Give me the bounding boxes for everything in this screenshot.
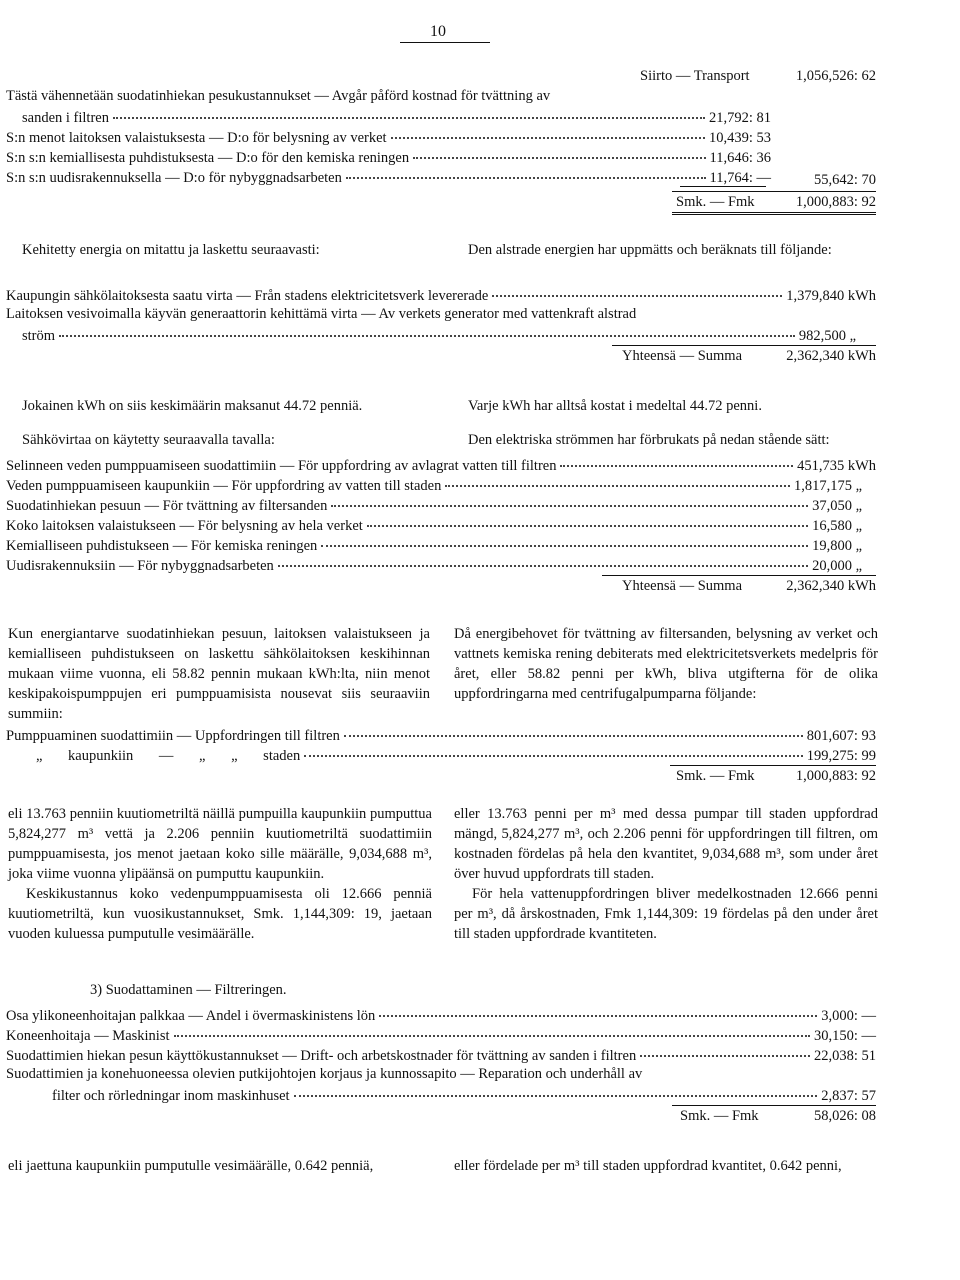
filtering-row bbox=[6, 1044, 876, 1064]
dot-leader bbox=[413, 143, 705, 159]
cost-sv-column bbox=[454, 804, 878, 944]
dot-leader bbox=[294, 1081, 818, 1097]
total-value: 1,000,883: 92 bbox=[795, 768, 876, 784]
dot-leader bbox=[344, 721, 803, 737]
pumping-row-value: 801,607: 93 bbox=[806, 728, 876, 744]
cost-paragraph-sv-2: För hela vattenuppfordringen bliver medelkostnaden 12.666 penni per m³, då årskostnaden, Fmk 1,144,309: 19 fördelas på den under året till staden uppfordrade kvantiteten. bbox=[454, 886, 878, 942]
filtering-row-value: 22,038: 51 bbox=[813, 1048, 876, 1064]
page-number: 10 bbox=[430, 23, 446, 40]
dot-leader bbox=[59, 321, 795, 337]
total-label: Yhteensä — Summa bbox=[622, 348, 743, 364]
usage-row-label: Kemialliseen puhdistukseen — För kemiska reningen bbox=[6, 538, 318, 554]
dot-leader bbox=[174, 1021, 810, 1037]
usage-row-value: 37,050 „ bbox=[812, 498, 862, 514]
ledger-row-value: 10,439: 53 bbox=[708, 130, 771, 146]
energy-intro-sv: Den alstrade energien har uppmätts och beräknats till följande: bbox=[468, 242, 832, 258]
usage-row-label: Suodatinhiekan pesuun — För tvättning av filtersanden bbox=[6, 498, 328, 514]
transport-row bbox=[640, 66, 876, 86]
filtering-row-value: 3,000: — bbox=[821, 1008, 876, 1024]
footer-paragraph-fi: eli jaettuna kaupunkiin pumputulle vesimäärälle, 0.642 penniä, bbox=[8, 1158, 374, 1174]
filtering-row bbox=[6, 1084, 876, 1104]
total-value: 2,362,340 kWh bbox=[786, 578, 876, 594]
cost-paragraph-sv-1: eller 13.763 penni per m³ med dessa pumpar till staden uppfordrad mängd, 5,824,277 m³, och 2.206 penni för uppfordringen till filtren, om kostnaden fördelas på hela den kvantitet, 9,034,688 m³, som under året över huvud uppfordrats till staden. bbox=[454, 806, 878, 882]
usage-row-value: 451,735 kWh bbox=[797, 458, 876, 474]
header-rule bbox=[400, 42, 490, 43]
total-label: Smk. — Fmk bbox=[680, 1108, 759, 1124]
dot-leader bbox=[379, 1001, 817, 1017]
total-label: Smk. — Fmk bbox=[676, 768, 755, 784]
footer-paragraph-sv: eller fördelade per m³ till staden uppfordrad kvantitet, 0.642 penni, bbox=[454, 1158, 842, 1174]
transport-label: Siirto — Transport bbox=[640, 68, 750, 84]
pumping-paragraph-fi: Kun energiantarve suodatinhiekan pesuun, laitoksen valaistukseen ja kemialliseen puhdistukseen on laskettu sähkölaitoksen keskihinnan mukaan viime vuonna, eli 58.82 pennin mukaan kWh:lta, niin menot keskipakoispumppujen eri pumppuamisista nousevat siis seuraaviin summiin: bbox=[8, 626, 430, 722]
usage-row-value: 16,580 „ bbox=[812, 518, 862, 534]
usage-row bbox=[6, 554, 862, 574]
energy-row-label: Laitoksen vesivoimalla käyvän generaattorin kehittämä virta — Av verkets generator med vattenkraft alstrad bbox=[6, 306, 637, 322]
filtering-row-value: 2,837: 57 bbox=[821, 1088, 876, 1104]
filtering-row-label: Koneenhoitaja — Maskinist bbox=[6, 1028, 170, 1044]
filtering-row-value: 30,150: — bbox=[813, 1028, 876, 1044]
filtering-row-label: filter och rörledningar inom maskinhuset bbox=[52, 1088, 290, 1104]
energy-row-value: 982,500 „ bbox=[798, 328, 856, 344]
avg-cost-fi: Jokainen kWh on siis keskimäärin maksanut 44.72 penniä. bbox=[22, 398, 363, 414]
pumping-row bbox=[6, 744, 876, 764]
filtering-row-label: Osa ylikoneenhoitajan palkkaa — Andel i övermaskinistens lön bbox=[6, 1008, 376, 1024]
transport-subtotal: 55,642: 70 bbox=[813, 172, 876, 188]
subtotal-rule bbox=[680, 186, 766, 187]
dot-leader bbox=[391, 123, 705, 139]
energy-row bbox=[6, 284, 876, 304]
cost-fi-column bbox=[8, 804, 432, 944]
energy-row-value: 1,379,840 kWh bbox=[786, 288, 876, 304]
pumping-row-value: 199,275: 99 bbox=[806, 748, 876, 764]
energy-intro-fi: Kehitetty energia on mitattu ja laskettu seuraavasti: bbox=[22, 242, 320, 258]
deduction-line: Tästä vähennetään suodatinhiekan pesukustannukset — Avgår påförd kostnad för tvättning av bbox=[6, 88, 551, 104]
energy-row-label: Kaupungin sähkölaitoksesta saatu virta — Från stadens elektricitetsverk levererade bbox=[6, 288, 489, 304]
ledger-row-label: sanden i filtren bbox=[22, 110, 109, 126]
total-label: Yhteensä — Summa bbox=[622, 578, 743, 594]
cost-paragraph-fi-1: eli 13.763 penniin kuutiometriltä näillä pumpuilla kaupunkiin pumputtua 5,824,277 m³ vettä ja 2.206 penniin kuutiometriltä suodattimiin pumppuamisesta, jos menot jaetaan koko sille määrälle, 9,034,688 m³, joka viime vuonna ylipäänsä on pumputtu kaupunkiin. bbox=[8, 806, 432, 882]
dot-leader bbox=[640, 1041, 810, 1057]
energy-total-row bbox=[622, 346, 876, 366]
dot-leader bbox=[113, 103, 705, 119]
pumping-paragraph-sv: Då energibehovet för tvättning av filtersanden, belysning av verket och vattnets kemiska rening debiterats med elektricitetsverkets medelpris för året, eller 58.82 penni per kWh, bliva utgifterna för de olika uppfordringarna med centrifugalpumparna följande: bbox=[454, 626, 878, 702]
usage-row-label: Veden pumppuamiseen kaupunkiin — För uppfordring av vatten till staden bbox=[6, 478, 442, 494]
usage-row-value: 19,800 „ bbox=[812, 538, 862, 554]
energy-row-label: ström bbox=[22, 328, 56, 344]
pumping-total-row bbox=[676, 766, 876, 786]
filtering-row-label: Suodattimien ja konehuoneessa olevien putkijohtojen korjaus ja kunnossapito — Reparation och underhåll av bbox=[6, 1066, 643, 1082]
usage-total-row bbox=[622, 576, 876, 596]
filtering-heading: 3) Suodattaminen — Filtreringen. bbox=[90, 982, 287, 998]
total-value: 1,000,883: 92 bbox=[795, 194, 876, 210]
total-label: Smk. — Fmk bbox=[676, 194, 755, 210]
ledger-row-label: S:n s:n kemiallisesta puhdistuksesta — D:o för den kemiska reningen bbox=[6, 150, 410, 166]
pumping-row-label: Pumppuaminen suodattimiin — Uppfordringen till filtren bbox=[6, 728, 340, 744]
dot-leader bbox=[367, 511, 808, 527]
total-value: 58,026: 08 bbox=[813, 1108, 876, 1124]
energy-row bbox=[6, 324, 856, 344]
dot-leader bbox=[445, 471, 790, 487]
usage-intro-sv: Den elektriska strömmen har förbrukats på nedan stående sätt: bbox=[468, 432, 830, 448]
avg-cost-sv: Varje kWh har alltså kostat i medeltal 44.72 penni. bbox=[468, 398, 762, 414]
usage-row-label: Uudisrakennuksiin — För nybyggnadsarbeten bbox=[6, 558, 274, 574]
ledger-row-label: S:n menot laitoksen valaistuksesta — D:o för belysning av verket bbox=[6, 130, 387, 146]
pumping-row-label: „ kaupunkiin — „ „ staden bbox=[36, 748, 301, 764]
usage-row-label: Koko laitoksen valaistukseen — För belysning av hela verket bbox=[6, 518, 363, 534]
ledger-row-value: 21,792: 81 bbox=[708, 110, 771, 126]
total-value: 2,362,340 kWh bbox=[786, 348, 876, 364]
double-rule bbox=[672, 212, 876, 215]
dot-leader bbox=[278, 551, 808, 567]
filtering-row-label: Suodattimien hiekan pesun käyttökustannukset — Drift- och arbetskostnader för tvättning av sanden i filtren bbox=[6, 1048, 637, 1064]
ledger-row-value: 11,764: — bbox=[709, 170, 771, 186]
ledger-row bbox=[6, 166, 771, 186]
filtering-total-row bbox=[680, 1106, 876, 1126]
ledger-row-label: S:n s:n uudisrakennuksella — D:o för nybyggnadsarbeten bbox=[6, 170, 342, 186]
cost-paragraph-fi-2: Keskikustannus koko vedenpumppuamisesta oli 12.666 penniä kuutiometriltä, kun vuosikustannukset, Smk. 1,144,309: 19, jaetaan vuoden kuluessa pumputulle vesimäärälle. bbox=[8, 886, 432, 942]
usage-row-value: 1,817,175 „ bbox=[793, 478, 862, 494]
dot-leader bbox=[304, 741, 803, 757]
usage-row-label: Selinneen veden pumppuamiseen suodattimiin — För uppfordring av avlagrat vatten till filtren bbox=[6, 458, 557, 474]
dot-leader bbox=[492, 281, 782, 297]
usage-intro-fi: Sähkövirtaa on käytetty seuraavalla tavalla: bbox=[22, 432, 275, 448]
dot-leader bbox=[321, 531, 808, 547]
dot-leader bbox=[331, 491, 808, 507]
transport-value: 1,056,526: 62 bbox=[795, 68, 876, 84]
transport-total-row bbox=[676, 192, 876, 212]
dot-leader bbox=[346, 163, 706, 179]
ledger-row-value: 11,646: 36 bbox=[709, 150, 771, 166]
dot-leader bbox=[560, 451, 793, 467]
usage-row-value: 20,000 „ bbox=[812, 558, 862, 574]
